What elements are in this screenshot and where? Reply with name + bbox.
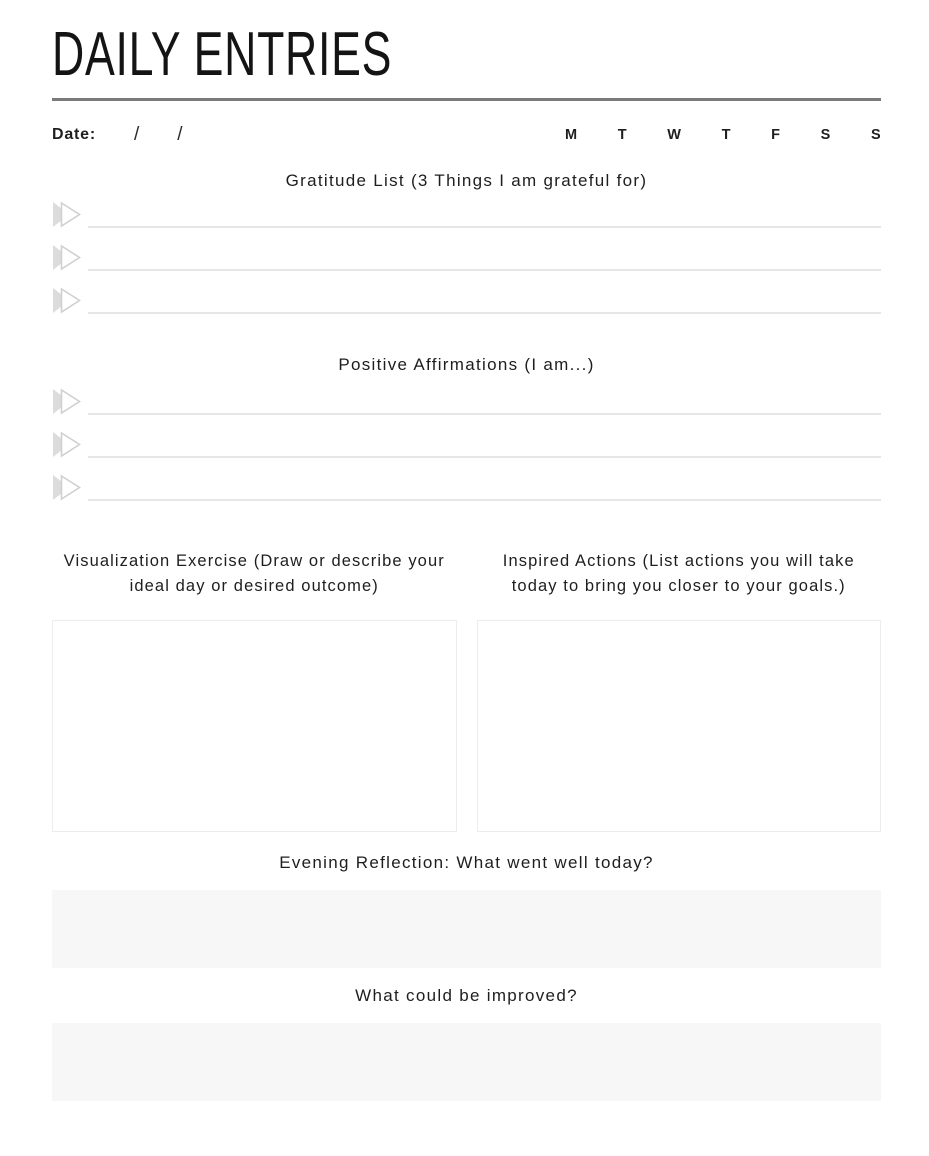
affirmation-row <box>52 415 881 458</box>
affirmation-line-2[interactable] <box>88 415 881 458</box>
day-sunday[interactable]: S <box>870 127 881 143</box>
gratitude-row <box>52 228 881 271</box>
gratitude-line-1[interactable] <box>88 191 881 228</box>
title-divider <box>52 98 881 101</box>
gratitude-row <box>52 191 881 228</box>
affirmations-heading: Positive Affirmations (I am...) <box>338 355 595 374</box>
visualization-drawing-area[interactable] <box>52 620 457 832</box>
gratitude-lines <box>52 191 881 314</box>
visualization-column <box>52 528 457 832</box>
double-arrow-icon <box>52 287 82 314</box>
gratitude-line-3[interactable] <box>88 271 881 314</box>
date-row <box>52 125 881 145</box>
exercise-columns <box>52 528 881 832</box>
affirmation-row <box>52 458 881 501</box>
date-slash-1: / <box>134 124 140 145</box>
date-slash-2: / <box>177 124 183 145</box>
double-arrow-icon <box>52 474 82 501</box>
double-arrow-icon <box>52 201 82 228</box>
inspired-actions-column <box>477 528 882 832</box>
page-title: DAILY ENTRIES <box>52 20 393 89</box>
affirmation-row <box>52 375 881 415</box>
date-label: Date: <box>52 126 97 143</box>
date-fields <box>52 124 183 146</box>
weekday-selector <box>565 127 881 143</box>
evening-reflection-heading: Evening Reflection: What went well today? <box>279 853 654 872</box>
day-thursday[interactable]: T <box>721 127 731 143</box>
visualization-heading: Visualization Exercise (Draw or describe your ideal day or desired outcome) <box>63 552 445 595</box>
gratitude-row <box>52 271 881 314</box>
inspired-actions-heading: Inspired Actions (List actions you will take today to bring you closer to your goals.) <box>502 552 855 595</box>
day-friday[interactable]: F <box>771 127 781 143</box>
double-arrow-icon <box>52 244 82 271</box>
gratitude-heading: Gratitude List (3 Things I am grateful for) <box>285 171 648 190</box>
double-arrow-icon <box>52 431 82 458</box>
day-monday[interactable]: M <box>565 127 578 143</box>
daily-entries-page <box>0 20 929 1156</box>
improvement-input[interactable] <box>52 1023 881 1101</box>
day-saturday[interactable]: S <box>820 127 831 143</box>
affirmations-lines <box>52 375 881 501</box>
gratitude-line-2[interactable] <box>88 228 881 271</box>
day-wednesday[interactable]: W <box>667 127 682 143</box>
double-arrow-icon <box>52 388 82 415</box>
affirmation-line-1[interactable] <box>88 375 881 415</box>
day-tuesday[interactable]: T <box>617 127 627 143</box>
inspired-actions-area[interactable] <box>477 620 882 832</box>
evening-reflection-input[interactable] <box>52 890 881 968</box>
improvement-heading: What could be improved? <box>355 986 578 1005</box>
affirmation-line-3[interactable] <box>88 458 881 501</box>
